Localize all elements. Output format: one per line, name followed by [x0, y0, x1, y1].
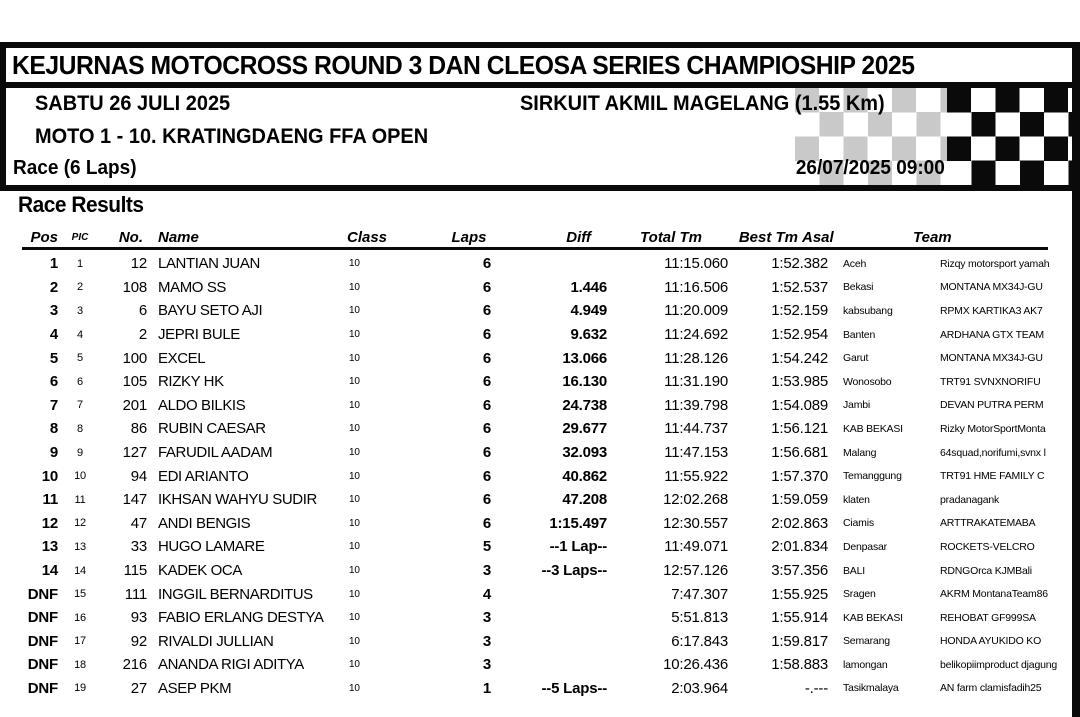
cell-no: 2 [138, 326, 147, 344]
cell-team: Rizky MotorSportMonta [940, 422, 1046, 435]
event-date: SABTU 26 JULI 2025 [35, 92, 231, 115]
cell-total-tm: 11:39.798 [664, 396, 728, 414]
cell-asal: lamongan [843, 658, 888, 671]
cell-best-tm: 1:52.159 [771, 302, 828, 320]
table-row [0, 559, 1052, 583]
cell-no: 147 [122, 491, 147, 509]
cell-laps: 1 [482, 679, 492, 697]
cell-best-tm: 3:57.356 [771, 562, 828, 580]
cell-no: 33 [130, 538, 147, 556]
cell-total-tm: 11:55.922 [664, 467, 728, 485]
cell-name: MAMO SS [158, 278, 227, 296]
cell-name: JEPRI BULE [158, 326, 240, 344]
cell-class: 10 [349, 565, 360, 577]
cell-best-tm: 1:59.059 [771, 491, 828, 509]
cell-pic: 15 [74, 588, 86, 601]
left-border [0, 42, 6, 191]
cell-team: TRT91 HME FAMILY C [940, 470, 1045, 483]
cell-asal: Denpasar [843, 540, 887, 553]
table-row [0, 346, 1052, 370]
cell-pic: 6 [77, 375, 83, 388]
cell-laps: 3 [482, 656, 492, 674]
cell-best-tm: 1:52.382 [771, 255, 828, 273]
cell-pic: 17 [74, 635, 86, 648]
cell-class: 10 [349, 659, 360, 671]
cell-asal: Sragen [843, 588, 876, 601]
cell-pos: 11 [42, 491, 58, 509]
cell-diff: --1 Lap-- [549, 538, 607, 556]
cell-diff: 4.949 [570, 302, 607, 320]
cell-asal: Tasikmalaya [843, 682, 899, 695]
cell-asal: BALI [843, 564, 865, 577]
cell-pic: 8 [77, 422, 83, 435]
cell-laps: 6 [482, 491, 492, 509]
cell-asal: KAB BEKASI [843, 422, 903, 435]
document-title-text: KEJURNAS MOTOCROSS ROUND 3 DAN CLEOSA SERIES CHAMPIOSHIP 2025 [12, 50, 915, 80]
cell-best-tm: 1:55.914 [771, 609, 828, 627]
cell-best-tm: 1:57.370 [771, 467, 828, 485]
cell-asal: Aceh [843, 257, 867, 270]
cell-pos: 12 [41, 514, 58, 532]
cell-pos: 3 [49, 302, 58, 320]
cell-no: 201 [122, 396, 147, 414]
col-header-diff: Diff [566, 228, 591, 246]
cell-class: 10 [349, 399, 360, 411]
cell-diff: 47.208 [562, 491, 607, 509]
cell-team: pradanagank [940, 493, 1000, 506]
cell-laps: 6 [482, 396, 492, 414]
cell-total-tm: 12:30.557 [663, 514, 728, 532]
cell-laps: 6 [482, 444, 492, 462]
cell-no: 6 [138, 302, 147, 320]
cell-best-tm: 1:52.954 [771, 326, 828, 344]
cell-laps: 6 [482, 420, 492, 438]
cell-no: 86 [130, 420, 147, 438]
cell-laps: 3 [482, 562, 492, 580]
cell-total-tm: 6:17.843 [671, 632, 728, 650]
cell-asal: Garut [843, 352, 869, 365]
table-row [0, 677, 1052, 701]
cell-name: RIZKY HK [158, 373, 224, 391]
table-row [0, 535, 1052, 559]
cell-pic: 2 [77, 281, 83, 294]
cell-diff: --5 Laps-- [541, 679, 607, 697]
header-bottom-border [0, 185, 1080, 191]
cell-class: 10 [349, 376, 360, 388]
col-header-pic: PIC [71, 231, 89, 243]
cell-pic: 1 [77, 257, 83, 270]
top-border [0, 42, 1080, 48]
col-header-asal: Asal [802, 228, 834, 246]
cell-team: HONDA AYUKIDO KO [940, 635, 1042, 648]
table-row [0, 252, 1052, 276]
cell-diff: 13.066 [562, 349, 607, 367]
cell-class: 10 [349, 305, 360, 317]
cell-name: HUGO LAMARE [158, 538, 265, 556]
cell-name: ASEP PKM [158, 679, 232, 697]
cell-pic: 13 [74, 540, 86, 553]
cell-total-tm: 11:24.692 [664, 326, 728, 344]
cell-pic: 10 [74, 470, 86, 483]
table-row [0, 370, 1052, 394]
cell-total-tm: 11:31.190 [664, 373, 728, 391]
cell-asal: KAB BEKASI [843, 611, 903, 624]
cell-class: 10 [349, 517, 360, 529]
cell-no: 111 [124, 585, 147, 603]
header-underline [22, 247, 1048, 250]
cell-name: FABIO ERLANG DESTYA [158, 609, 324, 627]
cell-class: 10 [349, 612, 360, 624]
cell-no: 27 [130, 679, 147, 697]
checkered-flag-icon [947, 88, 1072, 185]
col-header-pos: Pos [30, 228, 58, 246]
cell-laps: 3 [482, 609, 492, 627]
cell-class: 10 [349, 423, 360, 435]
cell-best-tm: 2:01.834 [771, 538, 828, 556]
cell-name: INGGIL BERNARDITUS [158, 585, 313, 603]
cell-best-tm: 1:58.883 [771, 656, 828, 674]
cell-class: 10 [349, 541, 360, 553]
cell-pic: 9 [77, 446, 83, 459]
cell-team: AN farm clamisfadih25 [940, 682, 1042, 695]
cell-total-tm: 11:28.126 [664, 349, 728, 367]
cell-asal: Malang [843, 446, 877, 459]
cell-name: KADEK OCA [158, 562, 242, 580]
cell-pic: 12 [74, 517, 86, 530]
cell-pos: 10 [41, 467, 58, 485]
cell-best-tm: 1:52.537 [771, 278, 828, 296]
cell-diff: 29.677 [562, 420, 607, 438]
cell-diff: 1:15.497 [549, 514, 607, 532]
cell-pos: DNF [27, 609, 58, 627]
cell-class: 10 [349, 258, 360, 270]
table-row [0, 512, 1052, 536]
cell-total-tm: 12:57.126 [663, 562, 728, 580]
cell-pos: DNF [27, 656, 58, 674]
results-rows [0, 252, 1057, 700]
cell-team: belikopiimproduct djagung [940, 658, 1057, 671]
cell-team: 64squad,norifumi,svnx l [940, 446, 1046, 459]
cell-pos: 9 [49, 444, 58, 462]
table-row [0, 394, 1052, 418]
cell-class: 10 [349, 447, 360, 459]
table-row [0, 299, 1052, 323]
cell-asal: Banten [843, 328, 876, 341]
table-row [0, 630, 1052, 654]
cell-team: TRT91 SVNXNORIFU [940, 375, 1041, 388]
cell-asal: klaten [843, 493, 870, 506]
cell-pic: 5 [77, 352, 83, 365]
cell-pic: 4 [77, 328, 83, 341]
cell-best-tm: 1:55.925 [771, 585, 828, 603]
cell-class: 10 [349, 352, 360, 364]
cell-pos: 8 [49, 420, 58, 438]
cell-class: 10 [349, 682, 360, 694]
cell-laps: 6 [482, 278, 492, 296]
section-title: Race Results [18, 192, 144, 217]
cell-team: REHOBAT GF999SA [940, 611, 1036, 624]
cell-pos: 4 [49, 326, 58, 344]
cell-name: RIVALDI JULLIAN [158, 632, 274, 650]
cell-no: 47 [130, 514, 147, 532]
cell-diff: 16.130 [562, 373, 607, 391]
cell-total-tm: 10:26.436 [663, 656, 728, 674]
cell-diff: 9.632 [570, 326, 607, 344]
cell-asal: Ciamis [843, 517, 874, 530]
table-row [0, 441, 1052, 465]
cell-laps: 6 [482, 326, 492, 344]
cell-team: MONTANA MX34J-GU [940, 352, 1043, 365]
cell-name: ANDI BENGIS [158, 514, 251, 532]
col-header-laps: Laps [451, 228, 487, 246]
cell-laps: 6 [482, 514, 492, 532]
cell-asal: Bekasi [843, 281, 874, 294]
cell-laps: 6 [482, 467, 492, 485]
cell-laps: 6 [482, 349, 492, 367]
cell-best-tm: 1:59.817 [771, 632, 828, 650]
cell-no: 216 [122, 656, 147, 674]
cell-no: 127 [122, 444, 147, 462]
cell-class: 10 [349, 329, 360, 341]
cell-asal: Temanggung [843, 470, 902, 483]
table-row [0, 606, 1052, 630]
table-row [0, 323, 1052, 347]
cell-pos: DNF [27, 632, 58, 650]
col-header-best-tm: Best Tm [738, 228, 798, 246]
cell-pic: 19 [74, 682, 86, 695]
cell-pic: 16 [74, 611, 86, 624]
cell-name: EDI ARIANTO [158, 467, 249, 485]
cell-pos: 6 [49, 373, 58, 391]
cell-laps: 5 [482, 538, 492, 556]
cell-name: EXCEL [158, 349, 206, 367]
cell-name: RUBIN CAESAR [158, 420, 266, 438]
cell-best-tm: 1:56.121 [771, 420, 828, 438]
cell-total-tm: 11:47.153 [664, 444, 728, 462]
cell-no: 115 [123, 562, 147, 580]
table-row [0, 582, 1052, 606]
cell-total-tm: 2:03.964 [671, 679, 728, 697]
cell-no: 108 [122, 278, 147, 296]
cell-no: 12 [130, 255, 147, 273]
cell-total-tm: 11:16.506 [664, 278, 728, 296]
cell-total-tm: 11:49.071 [664, 538, 728, 556]
cell-best-tm: 1:56.681 [771, 444, 828, 462]
right-edge-stripe [1072, 42, 1080, 717]
cell-total-tm: 11:44.737 [664, 420, 728, 438]
cell-class: 10 [349, 635, 360, 647]
cell-laps: 6 [482, 302, 492, 320]
cell-team: AKRM MontanaTeam86 [940, 588, 1048, 601]
cell-diff: --3 Laps-- [541, 562, 607, 580]
cell-team: ARTTRAKATEMABA [940, 517, 1036, 530]
col-header-total-tm: Total Tm [640, 228, 702, 246]
cell-class: 10 [349, 588, 360, 600]
cell-pos: 2 [49, 278, 58, 296]
cell-asal: kabsubang [843, 304, 893, 317]
col-header-team: Team [913, 228, 952, 246]
cell-laps: 6 [482, 373, 492, 391]
cell-pos: 5 [49, 349, 58, 367]
cell-team: RPMX KARTIKA3 AK7 [940, 304, 1043, 317]
cell-best-tm: -.--- [804, 679, 828, 697]
cell-class: 10 [349, 494, 360, 506]
cell-pos: 13 [41, 538, 58, 556]
cell-name: FARUDIL AADAM [158, 444, 273, 462]
cell-no: 92 [130, 632, 147, 650]
cell-team: MONTANA MX34J-GU [940, 281, 1043, 294]
cell-team: ROCKETS-VELCRO [940, 540, 1035, 553]
cell-team: DEVAN PUTRA PERM [940, 399, 1044, 412]
cell-pos: DNF [27, 679, 58, 697]
cell-diff: 40.862 [562, 467, 607, 485]
cell-pos: 14 [41, 562, 58, 580]
cell-laps: 4 [482, 585, 492, 603]
cell-pic: 18 [74, 658, 86, 671]
cell-pos: 7 [49, 396, 58, 414]
table-row [0, 417, 1052, 441]
cell-name: IKHSAN WAHYU SUDIR [158, 491, 317, 509]
table-row [0, 653, 1057, 677]
cell-total-tm: 11:20.009 [664, 302, 728, 320]
cell-pic: 14 [74, 564, 86, 577]
moto-class-line: MOTO 1 - 10. KRATINGDAENG FFA OPEN [35, 125, 429, 148]
results-column-headers [0, 226, 1072, 248]
cell-no: 93 [130, 609, 147, 627]
cell-asal: Jambi [843, 399, 871, 412]
cell-class: 10 [349, 470, 360, 482]
cell-diff: 1.446 [570, 278, 607, 296]
cell-no: 94 [130, 467, 147, 485]
cell-name: ANANDA RIGI ADITYA [158, 656, 304, 674]
col-header-no: No. [118, 228, 143, 246]
cell-asal: Wonosobo [843, 375, 892, 388]
cell-best-tm: 1:54.089 [771, 396, 828, 414]
cell-team: Rizqy motorsport yamah [940, 257, 1050, 270]
cell-total-tm: 11:15.060 [664, 255, 728, 273]
cell-name: ALDO BILKIS [158, 396, 246, 414]
cell-pic: 11 [74, 493, 86, 506]
cell-diff: 24.738 [562, 396, 607, 414]
cell-best-tm: 1:53.985 [771, 373, 828, 391]
cell-laps: 3 [482, 632, 492, 650]
cell-best-tm: 2:02.863 [771, 514, 828, 532]
cell-name: LANTIAN JUAN [158, 255, 260, 273]
race-datetime: 26/07/2025 09:00 [796, 157, 945, 179]
cell-total-tm: 12:02.268 [663, 491, 728, 509]
table-row [0, 488, 1052, 512]
cell-pic: 7 [77, 399, 83, 412]
cell-total-tm: 5:51.813 [671, 609, 728, 627]
cell-name: BAYU SETO AJI [158, 302, 263, 320]
cell-team: ARDHANA GTX TEAM [940, 328, 1044, 341]
cell-no: 105 [122, 373, 147, 391]
cell-pos: DNF [27, 585, 58, 603]
cell-total-tm: 7:47.307 [671, 585, 728, 603]
cell-no: 100 [122, 349, 147, 367]
document-title [12, 50, 962, 81]
col-header-class: Class [347, 228, 388, 246]
table-row [0, 464, 1052, 488]
cell-best-tm: 1:54.242 [771, 349, 828, 367]
cell-asal: Semarang [843, 635, 890, 648]
cell-pos: 1 [49, 255, 58, 273]
race-laps-label: Race (6 Laps) [13, 157, 137, 179]
circuit-name: SIRKUIT AKMIL MAGELANG (1.55 Km) [520, 92, 885, 115]
table-row [0, 276, 1052, 300]
cell-pic: 3 [77, 304, 83, 317]
cell-team: RDNGOrca KJMBali [940, 564, 1032, 577]
cell-laps: 6 [482, 255, 492, 273]
cell-diff: 32.093 [562, 444, 607, 462]
cell-class: 10 [349, 281, 360, 293]
col-header-name: Name [158, 228, 199, 246]
